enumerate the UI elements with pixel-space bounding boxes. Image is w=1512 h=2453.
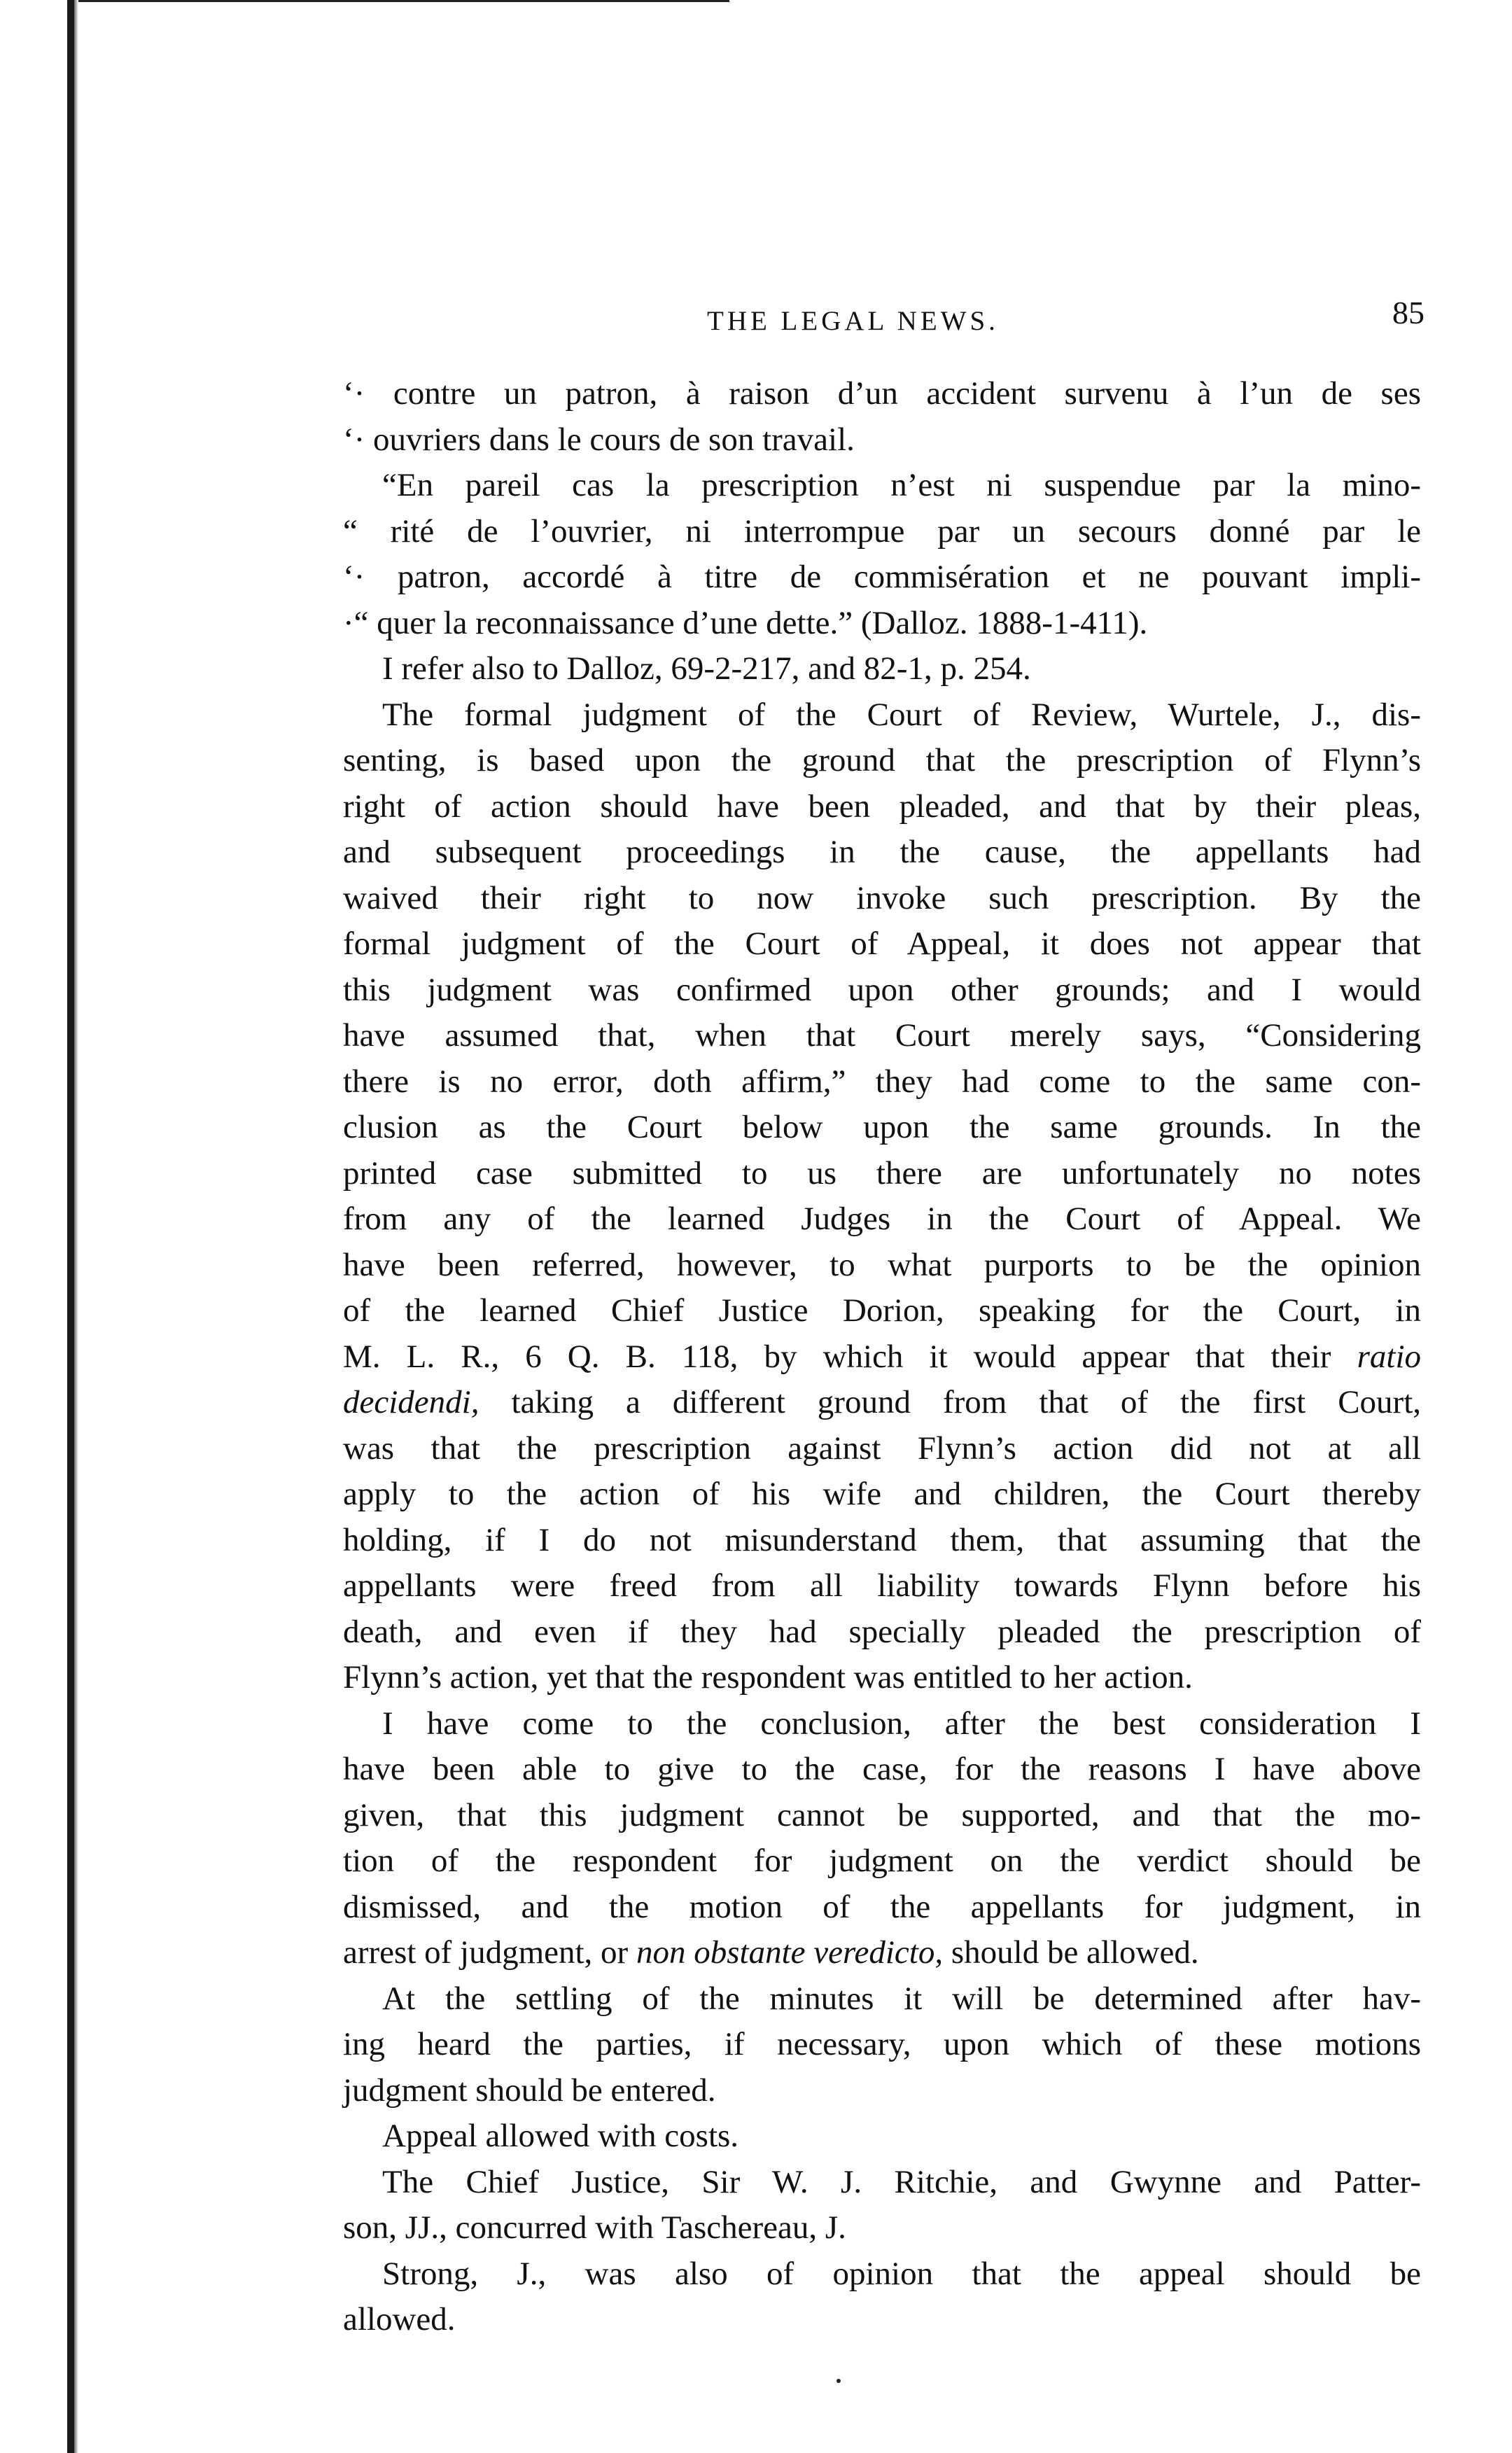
text-line: tion of the respondent for judgment on the verdict should be — [343, 1843, 1421, 1879]
text-line: formal judgment of the Court of Appeal, it does not appear that — [343, 925, 1421, 962]
text-line: have been referred, however, to what purports to be the opinion — [343, 1246, 1421, 1283]
text-line: ‘· ouvriers dans le cours de son travail. — [343, 421, 855, 458]
text-line: have been able to give to the case, for the reasons I have above — [343, 1751, 1421, 1787]
text-line: have assumed that, when that Court merely says, “Considering — [343, 1017, 1421, 1054]
paragraph-appeal-allowed — [343, 2113, 1421, 2160]
text-line: from any of the learned Judges in the Court of Appeal. We — [343, 1201, 1421, 1237]
text-line: The formal judgment of the Court of Review, Wurtele, J., dis- — [382, 696, 1421, 733]
paragraph-quote-continuation — [343, 371, 1421, 463]
text-line: ·“ quer la reconnaissance d’une dette.” (Dalloz. 1888-1-411). — [343, 604, 1148, 641]
text-line: judgment should be entered. — [343, 2071, 716, 2109]
text-run: taking a different ground from that of the first Court, — [479, 1384, 1421, 1420]
text-line: Appeal allowed with costs. — [382, 2118, 739, 2154]
text-line: of the learned Chief Justice Dorion, speaking for the Court, in — [343, 1292, 1421, 1329]
article-body — [343, 371, 1421, 2343]
paragraph-reference — [343, 646, 1421, 692]
text-line: appellants were freed from all liability towards Flynn before his — [343, 1567, 1421, 1604]
text-line: ing heard the parties, if necessary, upon which of these motions — [343, 2026, 1421, 2062]
text-line: printed case submitted to us there are unfortunately no notes — [343, 1154, 1421, 1191]
text-line: was that the prescription against Flynn’s action did not at all — [343, 1430, 1421, 1467]
text-run: M. L. R., 6 Q. B. 118, by which it would appear that their — [343, 1338, 1331, 1375]
text-line: At the settling of the minutes it will be determined after hav- — [382, 1980, 1421, 2017]
italic-text: decidendi, — [343, 1384, 479, 1420]
top-rule — [78, 0, 729, 2]
text-line: dismissed, and the motion of the appellants for judgment, in — [343, 1888, 1421, 1925]
text-line — [343, 1380, 1421, 1426]
paragraph-settling-minutes — [343, 1976, 1421, 2114]
text-line: and subsequent proceedings in the cause, the appellants had — [343, 834, 1421, 870]
paragraph-formal-judgment — [343, 692, 1421, 1701]
text-line: I refer also to Dalloz, 69-2-217, and 82-1, p. 254. — [382, 650, 1031, 687]
text-line: Flynn’s action, yet that the respondent was entitled to her action. — [343, 1659, 1193, 1696]
text-line: right of action should have been pleaded, and that by their pleas, — [343, 788, 1421, 825]
text-line: death, and even if they had specially pleaded the prescription of — [343, 1613, 1421, 1650]
text-line: I have come to the conclusion, after the best consideration I — [382, 1705, 1421, 1742]
italic-text: ratio — [1357, 1338, 1422, 1375]
text-line — [343, 1930, 1421, 1976]
text-line: “En pareil cas la prescription n’est ni suspendue par la mino- — [382, 467, 1421, 503]
paragraph-conclusion — [343, 1701, 1421, 1976]
text-line: this judgment was confirmed upon other grounds; and I would — [343, 971, 1421, 1008]
text-line: The Chief Justice, Sir W. J. Ritchie, and Gwynne and Patter- — [382, 2163, 1421, 2200]
page-binding-shadow — [74, 0, 78, 2453]
text-line: there is no error, doth affirm,” they had come to the same con- — [343, 1063, 1421, 1100]
page-header — [343, 294, 1424, 343]
text-line: given, that this judgment cannot be supported, and that the mo- — [343, 1796, 1421, 1833]
text-line: holding, if I do not misunderstand them, that assuming that the — [343, 1521, 1421, 1558]
text-run: should be allowed. — [943, 1934, 1199, 1971]
text-line: apply to the action of his wife and children, the Court thereby — [343, 1476, 1421, 1512]
text-line: ‘· contre un patron, à raison d’un accident survenu à l’un de ses — [343, 375, 1421, 412]
text-run: arrest of judgment, or — [343, 1934, 636, 1971]
running-head: THE LEGAL NEWS. — [707, 306, 999, 336]
page-number: 85 — [1392, 295, 1424, 330]
paragraph-concurrence — [343, 2160, 1421, 2251]
ink-dot — [836, 2379, 841, 2383]
text-line: son, JJ., concurred with Taschereau, J. — [343, 2209, 846, 2246]
text-line — [343, 1334, 1421, 1381]
text-line: ‘· patron, accordé à titre de commisération et ne pouvant impli- — [343, 559, 1421, 595]
text-line: clusion as the Court below upon the same grounds. In the — [343, 1109, 1421, 1145]
italic-text: non obstante veredicto, — [636, 1934, 944, 1971]
text-line: senting, is based upon the ground that the prescription of Flynn’s — [343, 742, 1421, 778]
paragraph-strong-opinion — [343, 2251, 1421, 2343]
paragraph-quote — [343, 463, 1421, 646]
text-line: waived their right to now invoke such prescription. By the — [343, 879, 1421, 916]
text-line: allowed. — [343, 2301, 456, 2337]
text-line: Strong, J., was also of opinion that the appeal should be — [382, 2255, 1421, 2292]
text-line: “ rité de l’ouvrier, ni interrompue par un secours donné par le — [343, 512, 1421, 550]
page-binding-edge — [67, 0, 74, 2453]
